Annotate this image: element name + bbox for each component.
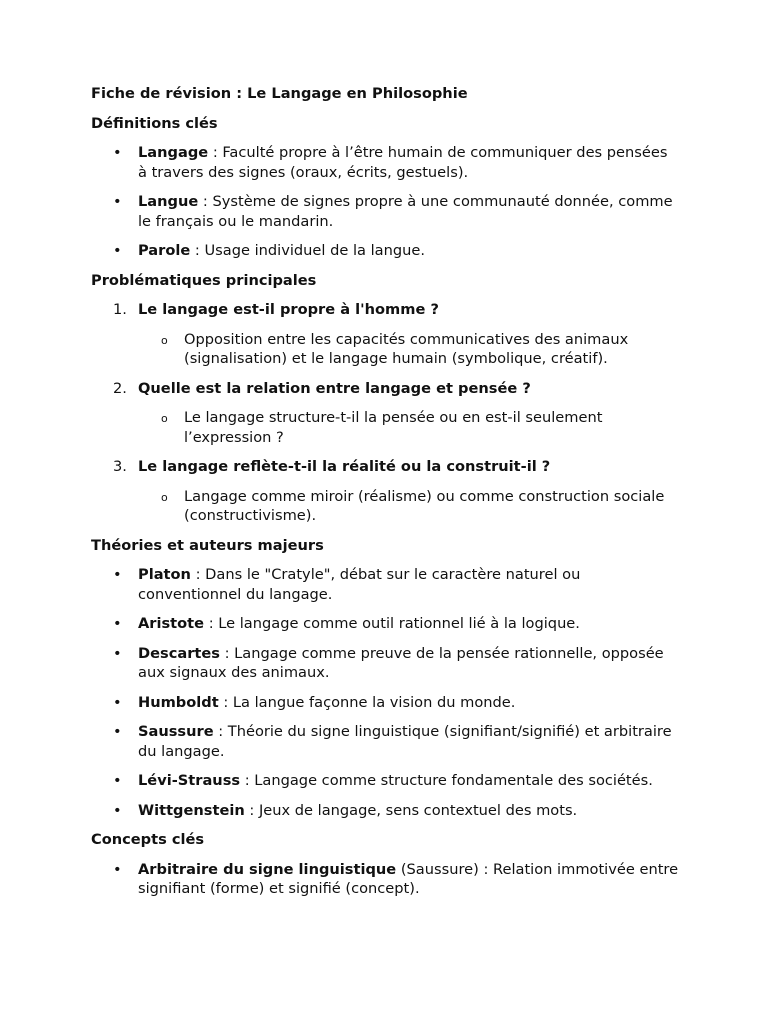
bullet-icon: • (113, 566, 122, 583)
question-text: Le langage est-il propre à l'homme ? (138, 301, 439, 318)
definition-term: Langue (138, 193, 199, 210)
theory-text: : Théorie du signe linguistique (signifiant/signifié) et arbitraire du langage. (138, 723, 672, 760)
bullet-icon: • (113, 615, 122, 632)
question-detail-text: Opposition entre les capacités communicatives des animaux (signalisation) et le langage humain (symbolique, créatif). (184, 330, 629, 367)
question-detail-list (138, 330, 681, 369)
bullet-icon: • (113, 693, 122, 711)
definitions-list (91, 143, 681, 261)
theory-text: : Langage comme preuve de la pensée rationnelle, opposée aux signaux des animaux. (138, 644, 664, 681)
question-number: 1. (113, 301, 127, 318)
definition-item (91, 241, 681, 261)
theories-list (91, 565, 681, 820)
bullet-icon: • (113, 193, 122, 210)
definition-term: Langage (138, 144, 209, 161)
question-detail-text: Le langage structure-t-il la pensée ou en est-il seulement l’expression ? (184, 409, 603, 446)
problematic-item (91, 379, 681, 448)
theory-text: : Langage comme structure fondamentale des sociétés. (240, 772, 653, 789)
sub-bullet-icon: o (161, 333, 168, 347)
author-name: Humboldt (138, 693, 219, 711)
section-title-concepts: Concepts clés (91, 831, 205, 848)
definition-term: Parole (138, 242, 191, 259)
author-name: Platon (138, 566, 191, 583)
theory-text: : Jeux de langage, sens contextuel des mots. (244, 801, 578, 819)
bullet-icon: • (113, 860, 122, 878)
concept-term: Arbitraire du signe linguistique (138, 860, 397, 878)
concepts-list (91, 860, 681, 899)
bullet-icon: • (113, 242, 122, 259)
sub-bullet-icon: o (161, 412, 168, 425)
definition-item (91, 143, 681, 182)
question-text: Quelle est la relation entre langage et pensée ? (138, 379, 531, 397)
definition-text: : Faculté propre à l’être humain de communiquer des pensées à travers des signes (oraux, écrits, gestuels). (138, 144, 668, 181)
bullet-icon: • (113, 144, 122, 161)
theory-text: : Dans le "Cratyle", débat sur le caractère naturel ou conventionnel du langage. (138, 566, 581, 603)
question-detail-list (138, 408, 681, 447)
author-name: Lévi-Strauss (138, 772, 241, 789)
theory-item (91, 644, 681, 683)
question-detail-text: Langage comme miroir (réalisme) ou comme construction sociale (constructivisme). (184, 487, 665, 524)
bullet-icon: • (113, 723, 122, 740)
author-name: Descartes (138, 644, 220, 662)
section-title-problematics: Problématiques principales (91, 271, 317, 289)
sub-bullet-icon: o (161, 490, 168, 504)
definition-text: : Usage individuel de la langue. (190, 242, 425, 259)
theory-text: : Le langage comme outil rationnel lié à la logique. (204, 615, 580, 632)
theory-text: : La langue façonne la vision du monde. (218, 693, 516, 711)
problematics-list (91, 300, 681, 526)
bullet-icon: • (113, 801, 122, 819)
document-title: Fiche de révision : Le Langage en Philosophie (91, 85, 468, 102)
theory-item (91, 771, 681, 791)
problematic-item (91, 300, 681, 369)
theory-item (91, 722, 681, 761)
concept-text: (Saussure) : Relation immotivée entre signifiant (forme) et signifié (concept). (138, 860, 679, 897)
problematic-item (91, 457, 681, 526)
question-number: 3. (113, 458, 127, 475)
bullet-icon: • (113, 644, 122, 662)
section-title-definitions: Définitions clés (91, 114, 218, 132)
definition-text: : Système de signes propre à une communauté donnée, comme le français ou le mandarin. (138, 193, 673, 230)
author-name: Aristote (138, 615, 205, 632)
concept-item (91, 860, 681, 899)
definition-item (91, 192, 681, 231)
author-name: Wittgenstein (138, 801, 245, 819)
question-number: 2. (113, 379, 127, 397)
section-title-theories: Théories et auteurs majeurs (91, 536, 324, 554)
question-detail (138, 330, 681, 369)
theory-item (91, 565, 681, 604)
question-detail (138, 408, 681, 447)
bullet-icon: • (113, 772, 122, 789)
question-detail (138, 487, 681, 526)
theory-item (91, 801, 681, 821)
question-detail-list (138, 487, 681, 526)
theory-item (91, 614, 681, 634)
question-text: Le langage reflète-t-il la réalité ou la construit-il ? (138, 458, 551, 475)
document-page (91, 84, 681, 909)
theory-item (91, 693, 681, 713)
author-name: Saussure (138, 723, 214, 740)
